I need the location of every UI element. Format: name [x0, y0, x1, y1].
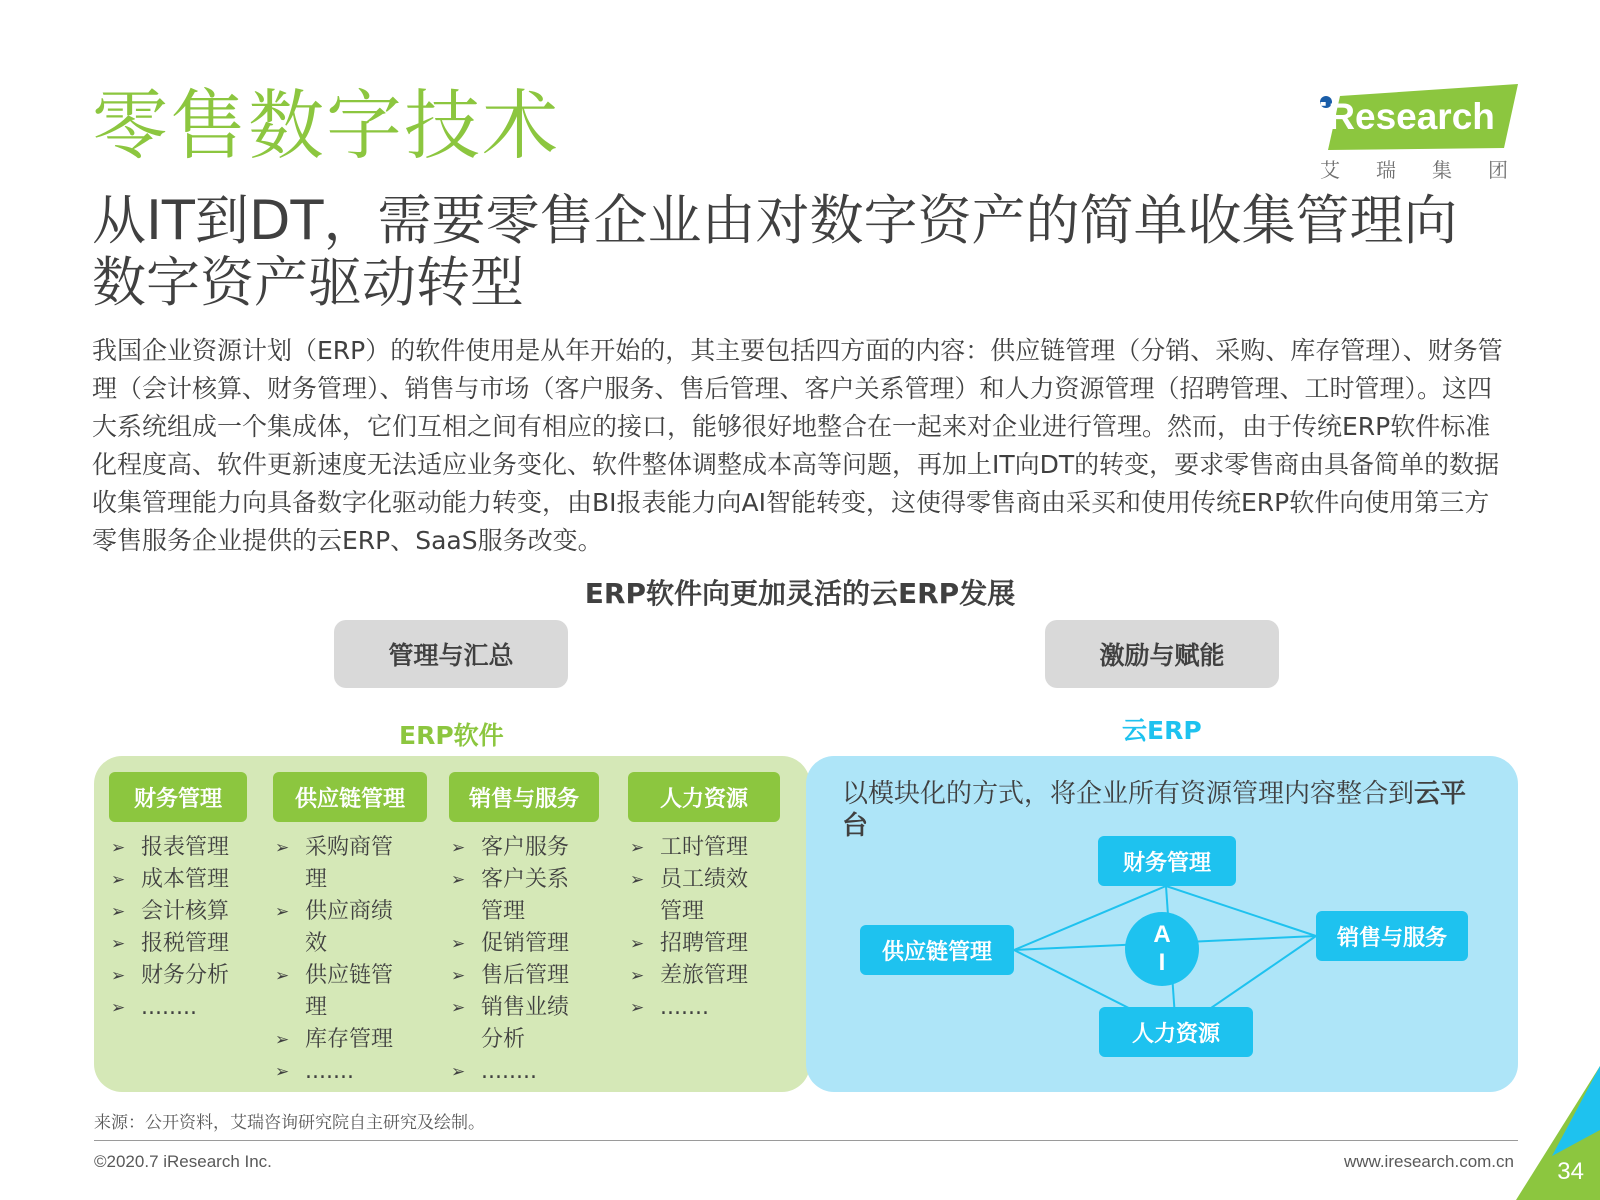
arrow-bullet-icon: ➢ [111, 966, 126, 986]
erp-software-label: ERP软件 [399, 721, 504, 750]
website-link[interactable]: www.iresearch.com.cn [1343, 1152, 1514, 1171]
cloud-erp-label: 云ERP [1122, 716, 1202, 745]
cloud-node-supply-chain: 供应链管理 [860, 925, 1014, 975]
body-paragraph: 我国企业资源计划（ERP）的软件使用是从年开始的，其主要包括四方面的内容：供应链管理（分销、采购、库存管理）、财务管理（会计核算、财务管理）、销售与市场（客户服务、售后管理、客户关系管理）和人力资源管理（招聘管理、工时管理）。这四大系统组成一个集成体，它们互相之间有相应的接口，能够很好地整合在一起来对企业进行管理。然而，由于传统ERP软件标准化程度高、软件更新速度无法适应业务变化、软件整体调整成本高等问题，再加上IT向DT的转变，要求零售商由具备简单的数据收集管理能力向具备数字化驱动能力转变，由BI报表能力向AI智能转变，这使得零售商由采买和使用传统ERP软件向使用第三方零售服务企业提供的云ERP、SaaS服务改变。 [92, 336, 1503, 555]
incentive-empower-pill: 激励与赋能 [1045, 620, 1279, 688]
diagram-title: ERP软件向更加灵活的云ERP发展 [584, 577, 1016, 610]
list-item: ➢ 供应商绩效 [273, 896, 403, 960]
list-item: ➢ 成本管理 [109, 864, 259, 896]
column-header: 财务管理 [109, 772, 247, 822]
list-item: ➢ ........ [109, 992, 259, 1024]
cloud-node-finance: 财务管理 [1098, 836, 1236, 886]
page-headline: 从IT到DT，需要零售企业由对数字资产的简单收集管理向数字资产驱动转型 [92, 189, 1458, 314]
list-item: ➢ 供应链管理 [273, 960, 403, 1024]
logo-char: 集 [1432, 158, 1452, 182]
logo-char: 艾 [1320, 158, 1340, 182]
list-item: ➢ 客户服务 [449, 832, 577, 864]
list-item: ➢ 促销管理 [449, 928, 577, 960]
footer-divider [94, 1140, 1518, 1141]
list-item: ➢ ........ [449, 1056, 577, 1088]
column-header: 人力资源 [628, 772, 780, 822]
arrow-bullet-icon: ➢ [275, 838, 290, 858]
section-title: 零售数字技术 [92, 81, 560, 170]
list-item: ➢ 差旅管理 [628, 960, 760, 992]
arrow-bullet-icon: ➢ [275, 1062, 290, 1082]
list-item: ➢ 会计核算 [109, 896, 259, 928]
copyright-text: ©2020.7 iResearch Inc. [94, 1152, 272, 1171]
arrow-bullet-icon: ➢ [275, 902, 290, 922]
arrow-bullet-icon: ➢ [630, 934, 645, 954]
list-item: ➢ ....... [273, 1056, 403, 1088]
arrow-bullet-icon: ➢ [451, 998, 466, 1018]
column-header: 销售与服务 [449, 772, 599, 822]
list-item: ➢ 库存管理 [273, 1024, 403, 1056]
arrow-bullet-icon: ➢ [451, 934, 466, 954]
arrow-bullet-icon: ➢ [630, 838, 645, 858]
arrow-bullet-icon: ➢ [111, 870, 126, 890]
ai-hub [1125, 912, 1199, 986]
list-item: ➢ 报表管理 [109, 832, 259, 864]
arrow-bullet-icon: ➢ [111, 902, 126, 922]
list-item: ➢ 报税管理 [109, 928, 259, 960]
arrow-bullet-icon: ➢ [275, 966, 290, 986]
arrow-bullet-icon: ➢ [451, 966, 466, 986]
arrow-bullet-icon: ➢ [275, 1030, 290, 1050]
cloud-erp-description: 以模块化的方式，将企业所有资源管理内容整合到云平台 [842, 779, 1467, 841]
logo-char: 团 [1488, 158, 1508, 182]
arrow-bullet-icon: ➢ [451, 870, 466, 890]
list-item: ➢ 采购商管理 [273, 832, 403, 896]
ai-letter: A [1153, 921, 1171, 948]
arrow-bullet-icon: ➢ [451, 1062, 466, 1082]
arrow-bullet-icon: ➢ [111, 934, 126, 954]
list-item: ➢ 员工绩效管理 [628, 864, 760, 928]
cloud-node-sales-service: 销售与服务 [1316, 911, 1468, 961]
manage-summary-pill: 管理与汇总 [334, 620, 568, 688]
list-item: ➢ ....... [628, 992, 760, 1024]
logo-char: 瑞 [1376, 158, 1396, 182]
logo-wordmark: iResearch [1318, 96, 1495, 137]
arrow-bullet-icon: ➢ [630, 966, 645, 986]
arrow-bullet-icon: ➢ [111, 998, 126, 1018]
cloud-platform-emphasis: 云平台 [842, 779, 1467, 841]
arrow-bullet-icon: ➢ [451, 838, 466, 858]
list-item: ➢ 销售业绩分析 [449, 992, 577, 1056]
list-item: ➢ 工时管理 [628, 832, 760, 864]
list-item: ➢ 招聘管理 [628, 928, 760, 960]
ai-letter: I [1158, 949, 1166, 976]
arrow-bullet-icon: ➢ [111, 838, 126, 858]
cloud-node-hr: 人力资源 [1099, 1007, 1253, 1057]
list-item: ➢ 客户关系管理 [449, 864, 577, 928]
arrow-bullet-icon: ➢ [630, 998, 645, 1018]
arrow-bullet-icon: ➢ [630, 870, 645, 890]
list-item: ➢ 售后管理 [449, 960, 577, 992]
source-note: 来源：公开资料，艾瑞咨询研究院自主研究及绘制。 [94, 1113, 485, 1133]
page-number: 34 [1557, 1158, 1584, 1185]
list-item: ➢ 财务分析 [109, 960, 259, 992]
column-header: 供应链管理 [273, 772, 427, 822]
